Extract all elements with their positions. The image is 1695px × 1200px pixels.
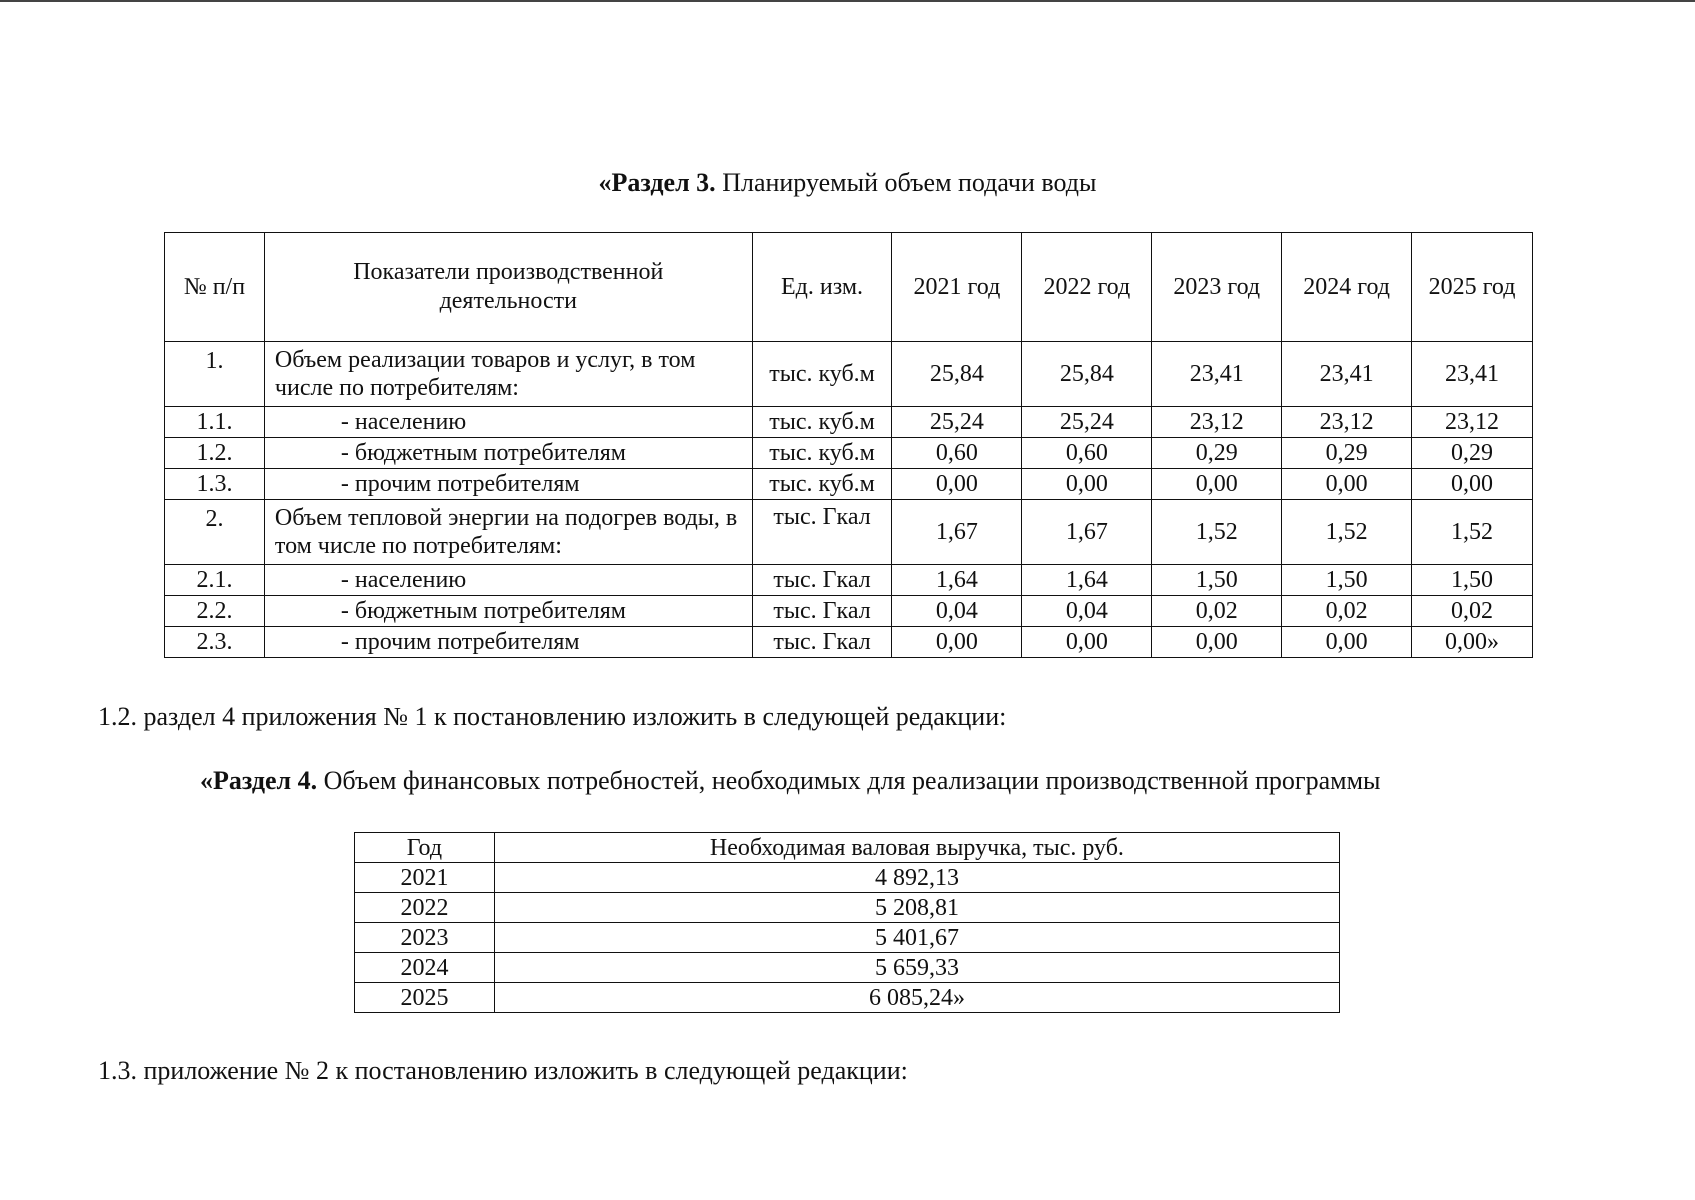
row-unit: тыс. куб.м — [752, 438, 892, 469]
value-2024: 23,12 — [1282, 407, 1412, 438]
value-2021: 1,64 — [892, 565, 1022, 596]
row-unit: тыс. Гкал — [752, 500, 892, 565]
value-2023: 0,00 — [1152, 469, 1282, 500]
financial-needs-table — [354, 832, 1340, 1013]
header-year: Год — [355, 833, 495, 863]
value-2022: 1,64 — [1022, 565, 1152, 596]
value-2021: 25,84 — [892, 342, 1022, 407]
value-2024: 1,52 — [1282, 500, 1412, 565]
value-2022: 0,00 — [1022, 627, 1152, 658]
header-number: № п/п — [165, 233, 265, 342]
header-unit: Ед. изм. — [752, 233, 892, 342]
row-unit: тыс. Гкал — [752, 596, 892, 627]
row-unit: тыс. куб.м — [752, 342, 892, 407]
table-row — [355, 893, 1340, 923]
row-number: 1. — [165, 342, 265, 407]
value-2025: 23,41 — [1412, 342, 1533, 407]
section4-heading-text: Объем финансовых потребностей, необходимых для реализации производственной программы — [317, 766, 1381, 795]
row-number: 2. — [165, 500, 265, 565]
value-2022: 0,60 — [1022, 438, 1152, 469]
page-top-rule — [0, 0, 1695, 2]
row-revenue: 5 208,81 — [494, 893, 1339, 923]
row-indicator: - бюджетным потребителям — [264, 596, 752, 627]
header-year-2024: 2024 год — [1282, 233, 1412, 342]
row-number: 2.2. — [165, 596, 265, 627]
row-indicator: - бюджетным потребителям — [264, 438, 752, 469]
paragraph-1-2: 1.2. раздел 4 приложения № 1 к постановлению изложить в следующей редакции: — [98, 702, 1007, 731]
row-number: 1.1. — [165, 407, 265, 438]
row-revenue: 5 401,67 — [494, 923, 1339, 953]
row-indicator: Объем реализации товаров и услуг, в том числе по потребителям: — [264, 342, 752, 407]
row-revenue: 6 085,24» — [494, 983, 1339, 1013]
row-indicator: - прочим потребителям — [264, 627, 752, 658]
value-2023: 0,02 — [1152, 596, 1282, 627]
value-2021: 0,00 — [892, 627, 1022, 658]
header-year-2021: 2021 год — [892, 233, 1022, 342]
section4-heading — [200, 766, 1600, 796]
row-year: 2022 — [355, 893, 495, 923]
section3-heading — [0, 168, 1695, 198]
value-2024: 0,29 — [1282, 438, 1412, 469]
section3-heading-bold: «Раздел 3. — [598, 168, 716, 197]
value-2022: 25,84 — [1022, 342, 1152, 407]
value-2023: 1,50 — [1152, 565, 1282, 596]
row-number: 1.2. — [165, 438, 265, 469]
section3-heading-text: Планируемый объем подачи воды — [715, 168, 1097, 197]
row-indicator: - населению — [264, 565, 752, 596]
value-2022: 0,00 — [1022, 469, 1152, 500]
table-row — [165, 596, 1533, 627]
table-header-row — [165, 233, 1533, 342]
value-2024: 0,00 — [1282, 469, 1412, 500]
row-revenue: 5 659,33 — [494, 953, 1339, 983]
table-row — [355, 953, 1340, 983]
table-row — [165, 342, 1533, 407]
section4-heading-bold: «Раздел 4. — [200, 766, 318, 795]
value-2022: 25,24 — [1022, 407, 1152, 438]
value-2022: 0,04 — [1022, 596, 1152, 627]
row-indicator: Объем тепловой энергии на подогрев воды, в том числе по потребителям: — [264, 500, 752, 565]
row-indicator: - населению — [264, 407, 752, 438]
value-2021: 0,00 — [892, 469, 1022, 500]
row-year: 2021 — [355, 863, 495, 893]
value-2024: 0,00 — [1282, 627, 1412, 658]
row-year: 2024 — [355, 953, 495, 983]
value-2021: 0,60 — [892, 438, 1022, 469]
table-row — [165, 438, 1533, 469]
value-2024: 23,41 — [1282, 342, 1412, 407]
value-2025: 0,29 — [1412, 438, 1533, 469]
table-row — [355, 923, 1340, 953]
table-row — [165, 565, 1533, 596]
row-year: 2023 — [355, 923, 495, 953]
row-revenue: 4 892,13 — [494, 863, 1339, 893]
row-number: 2.1. — [165, 565, 265, 596]
value-2025: 0,02 — [1412, 596, 1533, 627]
value-2024: 1,50 — [1282, 565, 1412, 596]
table-row — [355, 983, 1340, 1013]
row-number: 2.3. — [165, 627, 265, 658]
header-revenue: Необходимая валовая выручка, тыс. руб. — [494, 833, 1339, 863]
value-2023: 23,12 — [1152, 407, 1282, 438]
table-row — [165, 500, 1533, 565]
paragraph-1-3: 1.3. приложение № 2 к постановлению изложить в следующей редакции: — [98, 1056, 908, 1085]
header-year-2025: 2025 год — [1412, 233, 1533, 342]
value-2021: 1,67 — [892, 500, 1022, 565]
value-2024: 0,02 — [1282, 596, 1412, 627]
row-number: 1.3. — [165, 469, 265, 500]
row-year: 2025 — [355, 983, 495, 1013]
value-2021: 25,24 — [892, 407, 1022, 438]
table-header-row — [355, 833, 1340, 863]
water-supply-table — [164, 232, 1533, 658]
table-row — [355, 863, 1340, 893]
value-2025: 1,52 — [1412, 500, 1533, 565]
row-indicator: - прочим потребителям — [264, 469, 752, 500]
row-unit: тыс. куб.м — [752, 407, 892, 438]
value-2025: 23,12 — [1412, 407, 1533, 438]
header-year-2023: 2023 год — [1152, 233, 1282, 342]
row-unit: тыс. Гкал — [752, 565, 892, 596]
value-2023: 0,00 — [1152, 627, 1282, 658]
value-2021: 0,04 — [892, 596, 1022, 627]
row-unit: тыс. куб.м — [752, 469, 892, 500]
table-row — [165, 469, 1533, 500]
value-2023: 23,41 — [1152, 342, 1282, 407]
value-2025: 1,50 — [1412, 565, 1533, 596]
table-row — [165, 407, 1533, 438]
row-unit: тыс. Гкал — [752, 627, 892, 658]
table-row — [165, 627, 1533, 658]
value-2023: 1,52 — [1152, 500, 1282, 565]
value-2025: 0,00 — [1412, 469, 1533, 500]
value-2025: 0,00» — [1412, 627, 1533, 658]
header-indicator: Показатели производственной деятельности — [264, 233, 752, 342]
header-year-2022: 2022 год — [1022, 233, 1152, 342]
value-2022: 1,67 — [1022, 500, 1152, 565]
value-2023: 0,29 — [1152, 438, 1282, 469]
